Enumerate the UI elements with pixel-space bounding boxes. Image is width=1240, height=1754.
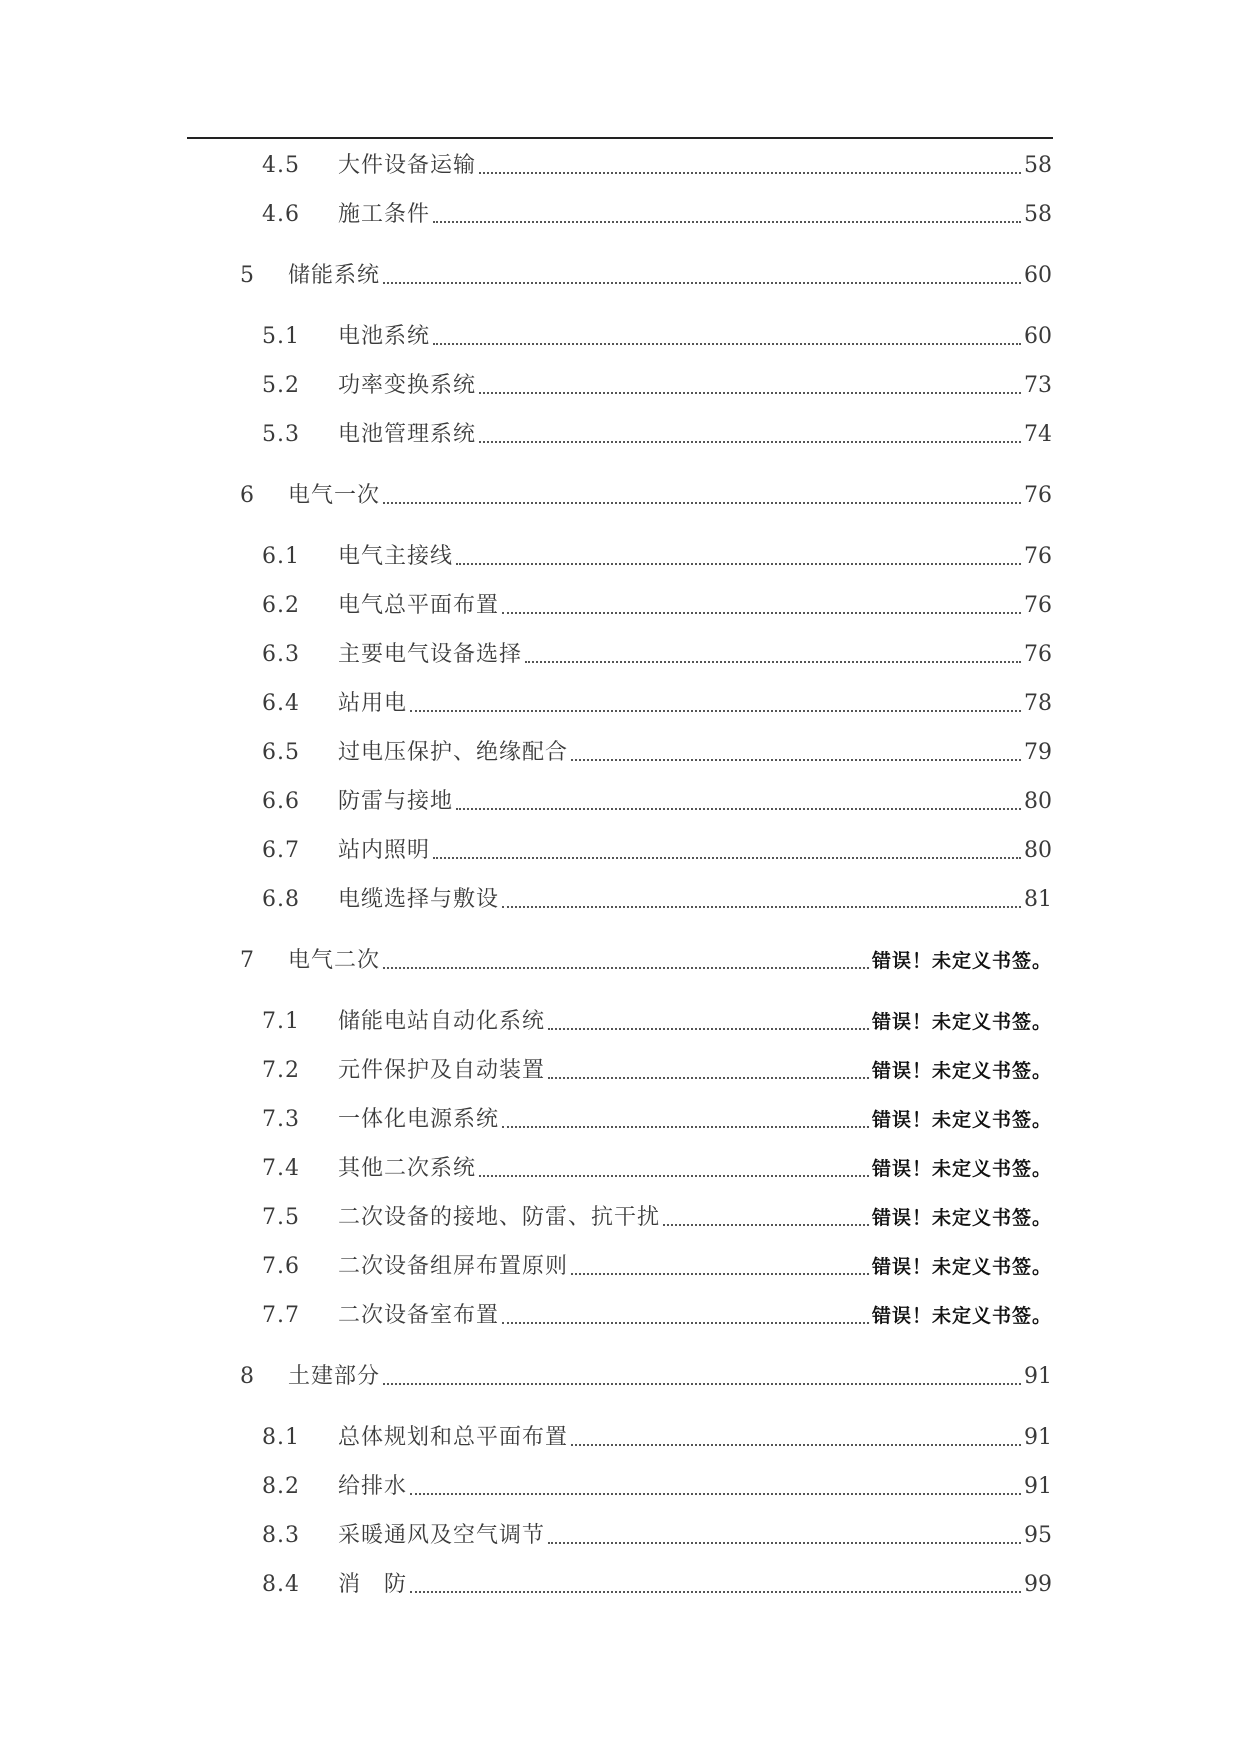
toc-entry-title: 土建部分 xyxy=(288,1364,381,1389)
toc-entry-title: 电气总平面布置 xyxy=(338,593,500,618)
toc-entry-6-5[interactable] xyxy=(262,731,1052,767)
toc-entry-number: 8.1 xyxy=(262,1425,300,1450)
toc-entry-page: 73 xyxy=(1024,373,1052,398)
toc-entry-title: 给排水 xyxy=(338,1474,408,1499)
toc-entry-page-error: 错误！未定义书签。 xyxy=(871,1060,1052,1082)
toc-entry-number: 7.3 xyxy=(262,1107,300,1132)
toc-entry-page: 80 xyxy=(1024,789,1052,814)
toc-entry-5-2[interactable] xyxy=(262,364,1052,400)
toc-entry-title: 元件保护及自动装置 xyxy=(338,1058,546,1083)
toc-entry-title: 总体规划和总平面布置 xyxy=(338,1425,569,1450)
toc-entry-number: 6.5 xyxy=(262,740,300,765)
toc-entry-5[interactable] xyxy=(240,254,1052,290)
toc-entry-number: 7 xyxy=(240,948,255,973)
dot-leader xyxy=(433,221,1021,223)
dot-leader xyxy=(479,392,1021,394)
toc-entry-page: 78 xyxy=(1024,691,1052,716)
dot-leader xyxy=(548,1028,869,1030)
toc-entry-title: 二次设备的接地、防雷、抗干扰 xyxy=(338,1205,661,1230)
toc-entry-page: 79 xyxy=(1024,740,1052,765)
toc-entry-title: 功率变换系统 xyxy=(338,373,477,398)
toc-entry-title: 大件设备运输 xyxy=(338,153,477,178)
header-rule xyxy=(187,137,1053,139)
toc-entry-number: 6.4 xyxy=(262,691,300,716)
toc-entry-number: 8 xyxy=(240,1364,255,1389)
dot-leader xyxy=(548,1077,869,1079)
toc-entry-title: 二次设备室布置 xyxy=(338,1303,500,1328)
toc-entry-number: 6.2 xyxy=(262,593,300,618)
toc-entry-number: 5.1 xyxy=(262,324,300,349)
dot-leader xyxy=(410,710,1021,712)
toc-entry-6-4[interactable] xyxy=(262,682,1052,718)
toc-entry-page: 76 xyxy=(1024,544,1052,569)
toc-entry-page: 60 xyxy=(1024,324,1052,349)
toc-entry-title: 储能系统 xyxy=(288,263,381,288)
toc-entry-number: 8.3 xyxy=(262,1523,300,1548)
dot-leader xyxy=(383,282,1021,284)
toc-entry-title: 采暖通风及空气调节 xyxy=(338,1523,546,1548)
toc-entry-6-1[interactable] xyxy=(262,535,1052,571)
dot-leader xyxy=(502,1322,869,1324)
toc-entry-number: 7.2 xyxy=(262,1058,300,1083)
dot-leader xyxy=(525,661,1021,663)
toc-entry-number: 6.8 xyxy=(262,887,300,912)
toc-entry-8-2[interactable] xyxy=(262,1465,1052,1501)
toc-entry-page: 99 xyxy=(1024,1572,1052,1597)
toc-entry-number: 4.6 xyxy=(262,202,300,227)
toc-entry-title: 防雷与接地 xyxy=(338,789,454,814)
toc-entry-5-1[interactable] xyxy=(262,315,1052,351)
toc-entry-number: 5 xyxy=(240,263,255,288)
toc-entry-page-error: 错误！未定义书签。 xyxy=(871,1011,1052,1033)
dot-leader xyxy=(571,759,1021,761)
toc-entry-7-1[interactable] xyxy=(262,1000,1052,1036)
toc-entry-page: 95 xyxy=(1024,1523,1052,1548)
toc-entry-6-8[interactable] xyxy=(262,878,1052,914)
toc-entry-page-error: 错误！未定义书签。 xyxy=(871,950,1052,972)
toc-entry-7[interactable] xyxy=(240,939,1052,975)
toc-entry-title: 站用电 xyxy=(338,691,408,716)
toc-entry-title: 站内照明 xyxy=(338,838,431,863)
toc-entry-number: 6.3 xyxy=(262,642,300,667)
toc-entry-7-2[interactable] xyxy=(262,1049,1052,1085)
toc-entry-title: 电池系统 xyxy=(338,324,431,349)
toc-entry-4-6[interactable] xyxy=(262,193,1052,229)
toc-entry-7-4[interactable] xyxy=(262,1147,1052,1183)
dot-leader xyxy=(410,1591,1021,1593)
dot-leader xyxy=(663,1224,869,1226)
toc-entry-8-1[interactable] xyxy=(262,1416,1052,1452)
dot-leader xyxy=(383,1383,1021,1385)
toc-entry-6-6[interactable] xyxy=(262,780,1052,816)
toc-entry-page-error: 错误！未定义书签。 xyxy=(871,1305,1052,1327)
toc-entry-title: 储能电站自动化系统 xyxy=(338,1009,546,1034)
toc-entry-page: 76 xyxy=(1024,642,1052,667)
toc-entry-number: 7.5 xyxy=(262,1205,300,1230)
toc-entry-6-7[interactable] xyxy=(262,829,1052,865)
toc-entry-page: 58 xyxy=(1024,153,1052,178)
toc-entry-page: 91 xyxy=(1024,1425,1052,1450)
toc-entry-6-3[interactable] xyxy=(262,633,1052,669)
dot-leader xyxy=(502,612,1021,614)
toc-entry-number: 5.2 xyxy=(262,373,300,398)
toc-entry-page: 74 xyxy=(1024,422,1052,447)
toc-entry-number: 6.1 xyxy=(262,544,300,569)
toc-entry-title: 一体化电源系统 xyxy=(338,1107,500,1132)
toc-entry-title: 电缆选择与敷设 xyxy=(338,887,500,912)
dot-leader xyxy=(479,172,1021,174)
dot-leader xyxy=(433,343,1021,345)
toc-entry-title: 电气一次 xyxy=(288,483,381,508)
toc-entry-number: 6.6 xyxy=(262,789,300,814)
toc-entry-title: 主要电气设备选择 xyxy=(338,642,523,667)
toc-entry-title: 二次设备组屏布置原则 xyxy=(338,1254,569,1279)
dot-leader xyxy=(456,563,1021,565)
toc-entry-page: 76 xyxy=(1024,593,1052,618)
toc-entry-8-3[interactable] xyxy=(262,1514,1052,1550)
toc-entry-number: 6 xyxy=(240,483,255,508)
toc-entry-page: 60 xyxy=(1024,263,1052,288)
toc-entry-7-3[interactable] xyxy=(262,1098,1052,1134)
toc-entry-page: 91 xyxy=(1024,1364,1052,1389)
toc-entry-page: 81 xyxy=(1024,887,1052,912)
dot-leader xyxy=(479,441,1021,443)
toc-entry-7-6[interactable] xyxy=(262,1245,1052,1281)
toc-entry-number: 7.4 xyxy=(262,1156,300,1181)
toc-entry-8-4[interactable] xyxy=(262,1563,1052,1599)
toc-entry-4-5[interactable] xyxy=(262,144,1052,180)
toc-entry-number: 7.6 xyxy=(262,1254,300,1279)
toc-entry-7-5[interactable] xyxy=(262,1196,1052,1232)
toc-entry-number: 5.3 xyxy=(262,422,300,447)
dot-leader xyxy=(548,1542,1021,1544)
toc-entry-page-error: 错误！未定义书签。 xyxy=(871,1256,1052,1278)
dot-leader xyxy=(383,502,1021,504)
toc-entry-title: 过电压保护、绝缘配合 xyxy=(338,740,569,765)
toc-entry-6[interactable] xyxy=(240,474,1052,510)
toc-entry-page: 58 xyxy=(1024,202,1052,227)
dot-leader xyxy=(383,967,869,969)
toc-entry-5-3[interactable] xyxy=(262,413,1052,449)
dot-leader xyxy=(410,1493,1021,1495)
toc-entry-number: 7.7 xyxy=(262,1303,300,1328)
dot-leader xyxy=(571,1444,1021,1446)
toc-entry-page-error: 错误！未定义书签。 xyxy=(871,1109,1052,1131)
toc-entry-number: 4.5 xyxy=(262,153,300,178)
toc-entry-title: 电气主接线 xyxy=(338,544,454,569)
toc-entry-page: 80 xyxy=(1024,838,1052,863)
toc-entry-page: 76 xyxy=(1024,483,1052,508)
dot-leader xyxy=(502,1126,869,1128)
toc-entry-number: 8.4 xyxy=(262,1572,300,1597)
toc-entry-page-error: 错误！未定义书签。 xyxy=(871,1158,1052,1180)
toc-entry-6-2[interactable] xyxy=(262,584,1052,620)
toc-entry-title: 施工条件 xyxy=(338,202,431,227)
toc-entry-number: 7.1 xyxy=(262,1009,300,1034)
toc-entry-7-7[interactable] xyxy=(262,1294,1052,1330)
toc-entry-title: 消 防 xyxy=(338,1572,408,1597)
dot-leader xyxy=(433,857,1021,859)
toc-entry-page: 91 xyxy=(1024,1474,1052,1499)
toc-entry-8[interactable] xyxy=(240,1355,1052,1391)
toc-entry-title: 其他二次系统 xyxy=(338,1156,477,1181)
toc-entry-page-error: 错误！未定义书签。 xyxy=(871,1207,1052,1229)
toc-entry-number: 6.7 xyxy=(262,838,300,863)
dot-leader xyxy=(502,906,1021,908)
toc-entry-title: 电气二次 xyxy=(288,948,381,973)
toc-entry-title: 电池管理系统 xyxy=(338,422,477,447)
dot-leader xyxy=(479,1175,869,1177)
dot-leader xyxy=(571,1273,869,1275)
toc-entry-number: 8.2 xyxy=(262,1474,300,1499)
dot-leader xyxy=(456,808,1021,810)
